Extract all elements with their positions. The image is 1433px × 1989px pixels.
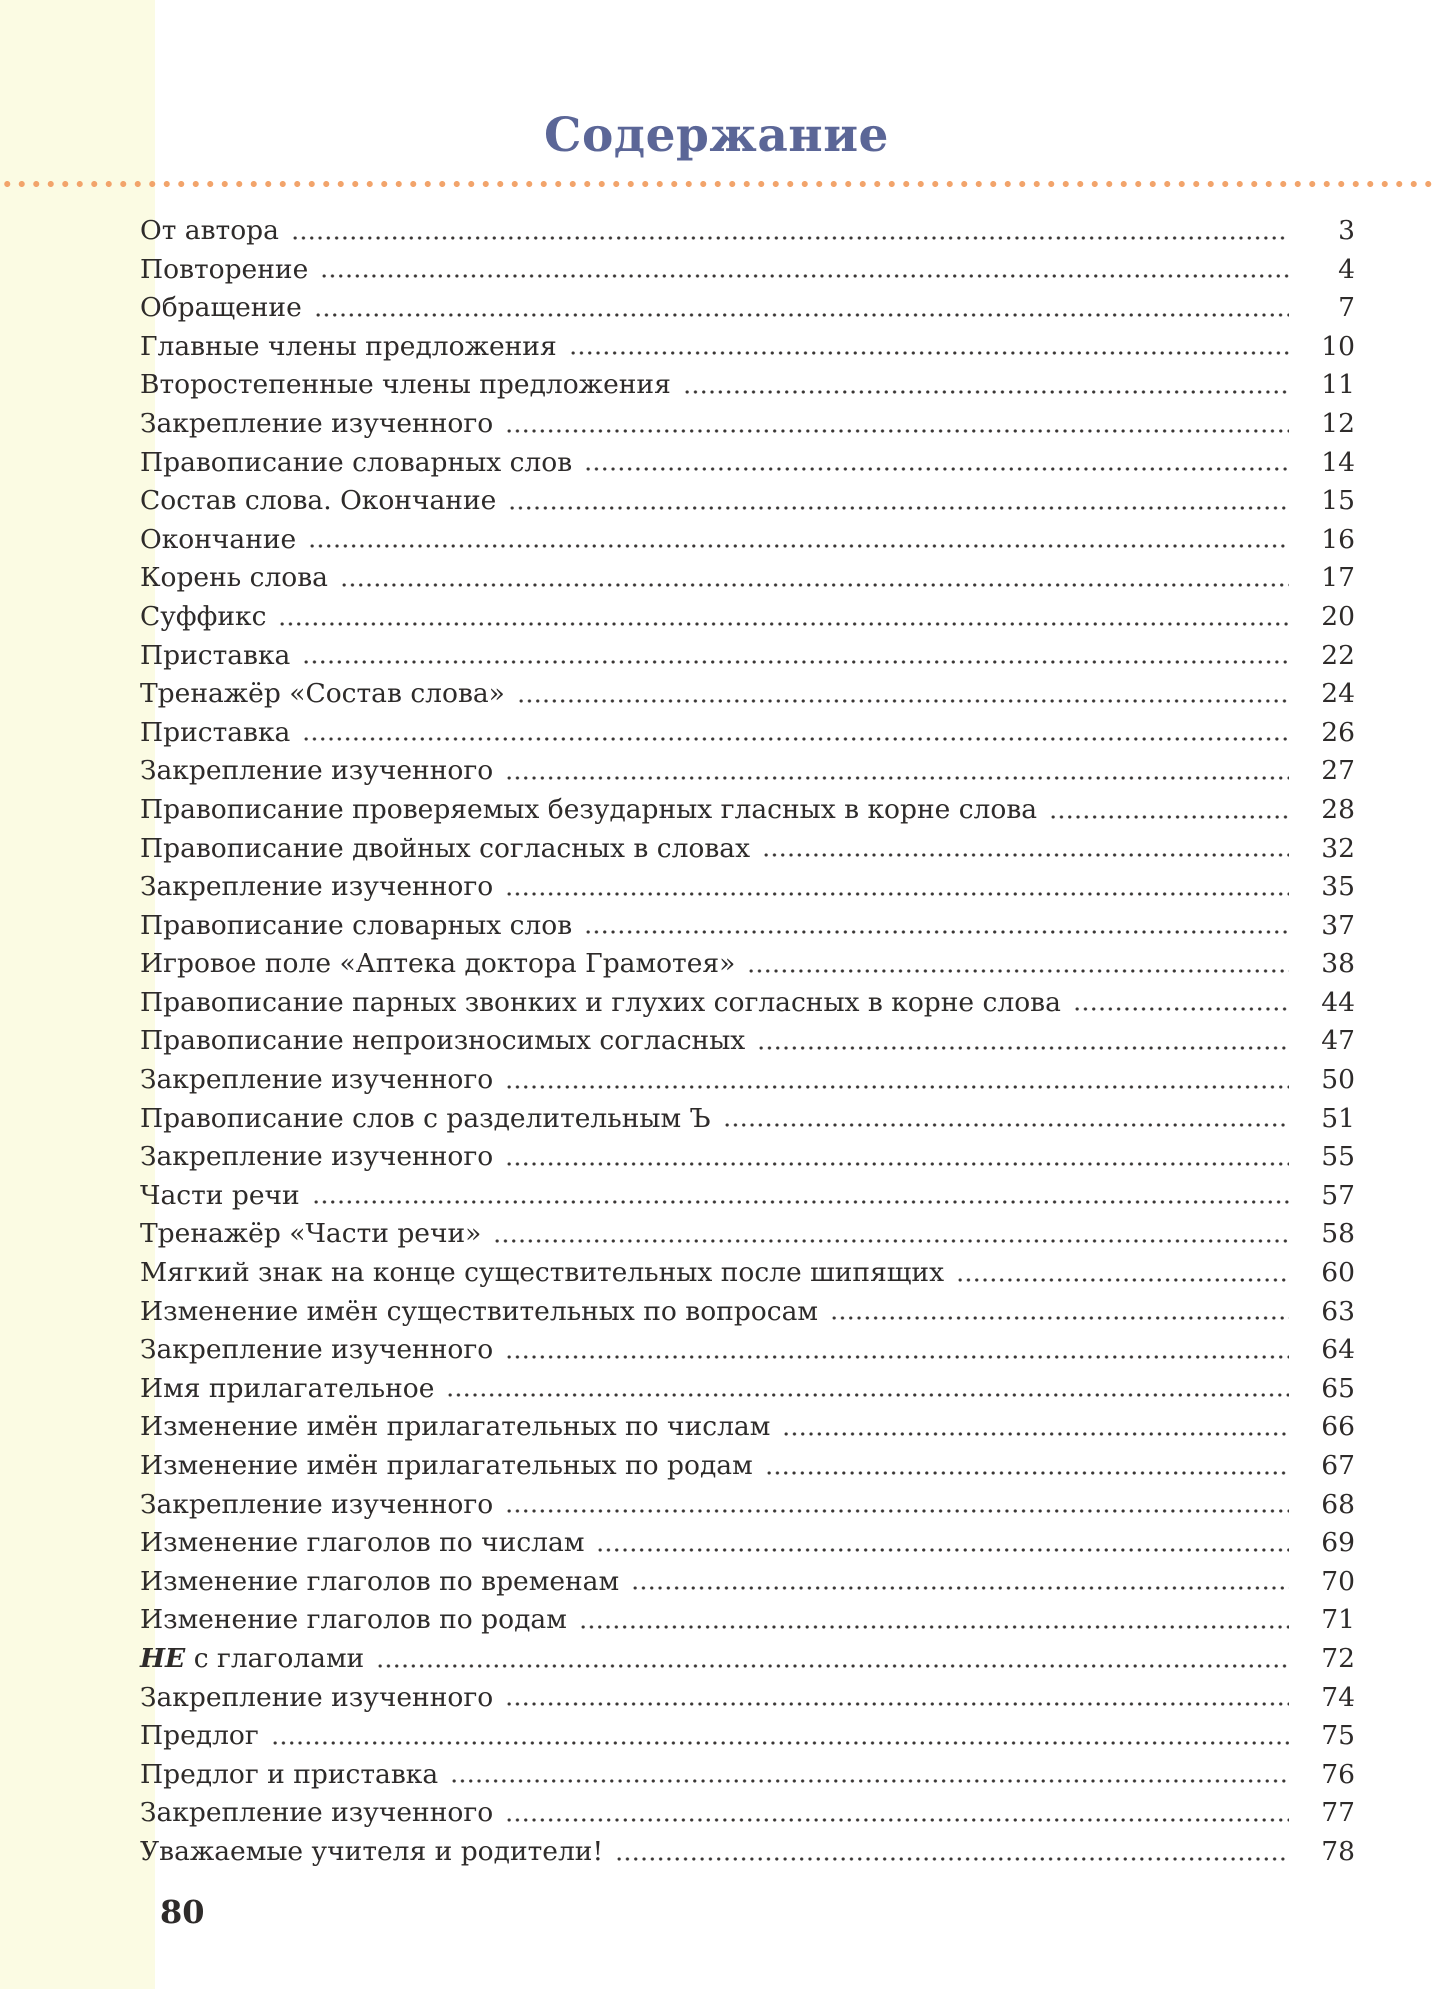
toc-entry-page: 78 (1321, 1835, 1355, 1867)
toc-dot-leader (762, 852, 1289, 858)
toc-entry-page: 10 (1321, 330, 1355, 362)
toc-entry[interactable] (140, 1177, 1355, 1216)
toc-entry-page: 77 (1321, 1797, 1355, 1829)
toc-entry[interactable] (140, 868, 1355, 907)
toc-dot-leader (683, 389, 1289, 395)
toc-dot-leader (956, 1277, 1289, 1283)
toc-entry-page: 68 (1321, 1488, 1355, 1520)
toc-entry-title: Закрепление изученного (140, 871, 494, 903)
toc-entry-title: Закрепление изученного (140, 1797, 494, 1829)
toc-entry-page: 60 (1321, 1257, 1355, 1289)
toc-entry-page: 70 (1321, 1565, 1355, 1597)
toc-entry-title: Правописание словарных слов (140, 909, 573, 941)
toc-entry[interactable] (140, 984, 1355, 1023)
toc-entry-page: 76 (1321, 1758, 1355, 1790)
toc-dot-leader (584, 929, 1289, 935)
toc-entry-title: Правописание слов с разделительным Ъ (140, 1102, 711, 1134)
toc-entry-title: Правописание словарных слов (140, 446, 573, 478)
title-divider (0, 180, 1433, 188)
toc-entry-title: Предлог и приставка (140, 1758, 439, 1790)
toc-entry-page: 57 (1321, 1179, 1355, 1211)
toc-entry-page: 47 (1321, 1025, 1355, 1057)
toc-entry-title: Корень слова (140, 562, 328, 594)
toc-entry-page: 38 (1321, 948, 1355, 980)
toc-entry[interactable] (140, 1756, 1355, 1795)
toc-entry-page: 50 (1321, 1064, 1355, 1096)
toc-dot-leader (312, 1199, 1289, 1205)
toc-dot-leader (505, 1354, 1289, 1360)
toc-entry[interactable] (140, 482, 1355, 521)
toc-entry[interactable] (140, 444, 1355, 483)
toc-dot-leader (302, 659, 1289, 665)
toc-dot-leader (505, 891, 1289, 897)
toc-entry-page: 67 (1321, 1450, 1355, 1481)
toc-dot-leader (505, 1701, 1289, 1707)
toc-entry[interactable] (140, 675, 1355, 714)
table-of-contents (140, 212, 1355, 1872)
toc-entry-page: 66 (1321, 1411, 1355, 1443)
toc-entry[interactable] (140, 1370, 1355, 1409)
toc-entry-page: 51 (1321, 1102, 1355, 1134)
toc-entry-title: От автора (140, 215, 279, 246)
toc-dot-leader (278, 621, 1289, 627)
toc-entry-title: Правописание двойных согласных в словах (140, 832, 751, 864)
toc-entry-page: 28 (1321, 793, 1355, 825)
toc-entry-title: Правописание проверяемых безударных гласных в корне слова (140, 793, 1038, 825)
toc-dot-leader (765, 1470, 1289, 1476)
toc-entry-title: Изменение имён прилагательных по числам (140, 1411, 771, 1443)
toc-entry-title: Обращение (140, 292, 302, 324)
toc-dot-leader (584, 466, 1289, 472)
toc-dot-leader (579, 1624, 1289, 1630)
toc-entry[interactable] (140, 1524, 1355, 1563)
toc-entry-page: 27 (1321, 755, 1355, 787)
toc-dot-leader (505, 1084, 1289, 1090)
toc-dot-leader (1049, 814, 1289, 820)
toc-entry[interactable] (140, 1293, 1355, 1332)
toc-entry[interactable] (140, 1794, 1355, 1833)
toc-entry-title: Имя прилагательное (140, 1372, 435, 1404)
toc-entry-page: 3 (1338, 215, 1355, 246)
toc-entry[interactable] (140, 328, 1355, 367)
toc-entry-page: 22 (1321, 639, 1355, 671)
toc-dot-leader (505, 1508, 1289, 1514)
toc-dot-leader (271, 1740, 1289, 1746)
toc-entry-page: 7 (1338, 292, 1355, 324)
toc-dot-leader (446, 1392, 1289, 1398)
toc-entry-page: 65 (1321, 1372, 1355, 1404)
toc-entry-page: 17 (1321, 562, 1355, 594)
toc-dot-leader (569, 350, 1289, 356)
toc-entry[interactable] (140, 752, 1355, 791)
toc-entry-title: Части речи (140, 1179, 300, 1211)
toc-entry-title-text: с глаголами (193, 1642, 365, 1674)
toc-entry-title: Тренажёр «Части речи» (140, 1218, 482, 1250)
toc-entry[interactable] (140, 212, 1355, 251)
toc-entry-title: Закрепление изученного (140, 1064, 494, 1096)
toc-entry[interactable] (140, 1447, 1355, 1486)
toc-dot-leader (508, 505, 1289, 511)
toc-entry[interactable] (140, 405, 1355, 444)
toc-entry-page: 58 (1321, 1218, 1355, 1250)
toc-entry-title: Предлог (140, 1720, 259, 1752)
toc-dot-leader (757, 1045, 1289, 1051)
toc-dot-leader (320, 273, 1289, 279)
toc-entry-page: 32 (1321, 832, 1355, 864)
toc-entry-title: Уважаемые учителя и родители! (140, 1835, 604, 1867)
toc-dot-leader (505, 775, 1289, 781)
toc-entry-title: Игровое поле «Аптека доктора Грамотея» (140, 948, 736, 980)
toc-entry[interactable] (140, 1833, 1355, 1872)
toc-entry-title: Приставка (140, 639, 291, 671)
toc-entry[interactable] (140, 945, 1355, 984)
toc-entry-page: 71 (1321, 1604, 1355, 1636)
toc-entry-page: 37 (1321, 909, 1355, 941)
toc-entry-title: Приставка (140, 716, 291, 748)
toc-entry-title: Правописание непроизносимых согласных (140, 1025, 746, 1057)
toc-entry-title: Закрепление изученного (140, 1488, 494, 1520)
toc-entry-page: 26 (1321, 716, 1355, 748)
page-title: Содержание (544, 108, 889, 163)
toc-entry-page: 14 (1321, 446, 1355, 478)
toc-dot-leader (314, 312, 1289, 318)
toc-entry-title: Изменение глаголов по числам (140, 1527, 585, 1559)
toc-entry[interactable] (140, 1254, 1355, 1293)
toc-entry-title: Закрепление изученного (140, 755, 494, 787)
toc-entry-page: 64 (1321, 1334, 1355, 1366)
toc-entry[interactable] (140, 251, 1355, 290)
toc-entry-title: Закрепление изученного (140, 1141, 494, 1173)
toc-entry-title: Правописание парных звонких и глухих согласных в корне слова (140, 986, 1061, 1018)
toc-entry[interactable] (140, 366, 1355, 405)
toc-dot-leader (340, 582, 1289, 588)
toc-entry-title: Второстепенные члены предложения (140, 369, 671, 401)
toc-entry[interactable] (140, 714, 1355, 753)
toc-entry-title: Закрепление изученного (140, 1334, 494, 1366)
toc-entry[interactable] (140, 637, 1355, 676)
toc-dot-leader (517, 698, 1289, 704)
toc-entry-title: Главные члены предложения (140, 330, 557, 362)
toc-entry[interactable] (140, 830, 1355, 869)
toc-dot-leader (308, 543, 1289, 549)
toc-entry[interactable] (140, 1408, 1355, 1447)
toc-entry[interactable] (140, 1601, 1355, 1640)
toc-entry-title: Мягкий знак на конце существительных после шипящих (140, 1257, 945, 1289)
toc-entry-page: 74 (1321, 1681, 1355, 1713)
toc-entry[interactable] (140, 1486, 1355, 1525)
toc-dot-leader (747, 968, 1289, 974)
toc-entry-title: Изменение имён прилагательных по родам (140, 1450, 753, 1481)
toc-entry[interactable] (140, 1640, 1355, 1679)
toc-entry[interactable] (140, 1717, 1355, 1756)
toc-entry[interactable] (140, 1679, 1355, 1718)
toc-entry-title-prefix: НЕ (140, 1642, 186, 1674)
toc-dot-leader (615, 1856, 1289, 1862)
toc-dot-leader (723, 1122, 1289, 1128)
toc-entry[interactable] (140, 1563, 1355, 1602)
toc-entry-page: 15 (1321, 485, 1355, 517)
toc-entry-title: Изменение глаголов по временам (140, 1565, 620, 1597)
toc-dot-leader (505, 1817, 1289, 1823)
toc-entry-title: Состав слова. Окончание (140, 485, 497, 517)
toc-entry[interactable] (140, 907, 1355, 946)
page-margin-strip (0, 0, 155, 1989)
toc-entry[interactable] (140, 1100, 1355, 1139)
toc-entry-page: 72 (1321, 1642, 1355, 1674)
toc-entry-title: Изменение глаголов по родам (140, 1604, 567, 1636)
toc-entry[interactable] (140, 1061, 1355, 1100)
toc-entry-page: 63 (1321, 1295, 1355, 1327)
toc-entry-title: Повторение (140, 253, 309, 285)
toc-entry[interactable] (140, 1138, 1355, 1177)
toc-dot-leader (291, 235, 1289, 241)
toc-entry[interactable] (140, 598, 1355, 637)
toc-entry-page: 69 (1321, 1527, 1355, 1559)
toc-entry-page: 24 (1321, 678, 1355, 710)
toc-entry-title: Суффикс (140, 600, 267, 632)
toc-entry-title: Изменение имён существительных по вопросам (140, 1295, 818, 1327)
toc-entry[interactable] (140, 521, 1355, 560)
toc-entry-title: Закрепление изученного (140, 407, 494, 439)
page-number: 80 (160, 1893, 205, 1931)
toc-entry-page: 35 (1321, 871, 1355, 903)
toc-entry-title: Тренажёр «Состав слова» (140, 678, 505, 710)
toc-entry-title (140, 1640, 364, 1679)
toc-dot-leader (450, 1778, 1289, 1784)
toc-dot-leader (302, 736, 1289, 742)
toc-dot-leader (830, 1315, 1289, 1321)
toc-entry-page: 44 (1321, 986, 1355, 1018)
toc-dot-leader (1073, 1006, 1289, 1012)
toc-dot-leader (505, 1161, 1289, 1167)
toc-entry-page: 16 (1321, 523, 1355, 555)
toc-entry-page: 55 (1321, 1141, 1355, 1173)
toc-entry-title: Окончание (140, 523, 297, 555)
toc-entry-page: 20 (1321, 600, 1355, 632)
toc-entry-page: 12 (1321, 407, 1355, 439)
toc-entry-title: Закрепление изученного (140, 1681, 494, 1713)
toc-entry[interactable] (140, 1022, 1355, 1061)
toc-entry-page: 4 (1338, 253, 1355, 285)
toc-entry[interactable] (140, 559, 1355, 598)
toc-dot-leader (505, 428, 1289, 434)
toc-dot-leader (782, 1431, 1289, 1437)
toc-entry-page: 11 (1321, 369, 1355, 401)
toc-dot-leader (631, 1585, 1289, 1591)
toc-entry[interactable] (140, 289, 1355, 328)
toc-entry[interactable] (140, 1215, 1355, 1254)
toc-dot-leader (493, 1238, 1289, 1244)
toc-entry[interactable] (140, 1331, 1355, 1370)
toc-dot-leader (596, 1547, 1289, 1553)
toc-dot-leader (376, 1663, 1289, 1669)
toc-entry-page: 75 (1321, 1720, 1355, 1752)
toc-entry[interactable] (140, 791, 1355, 830)
